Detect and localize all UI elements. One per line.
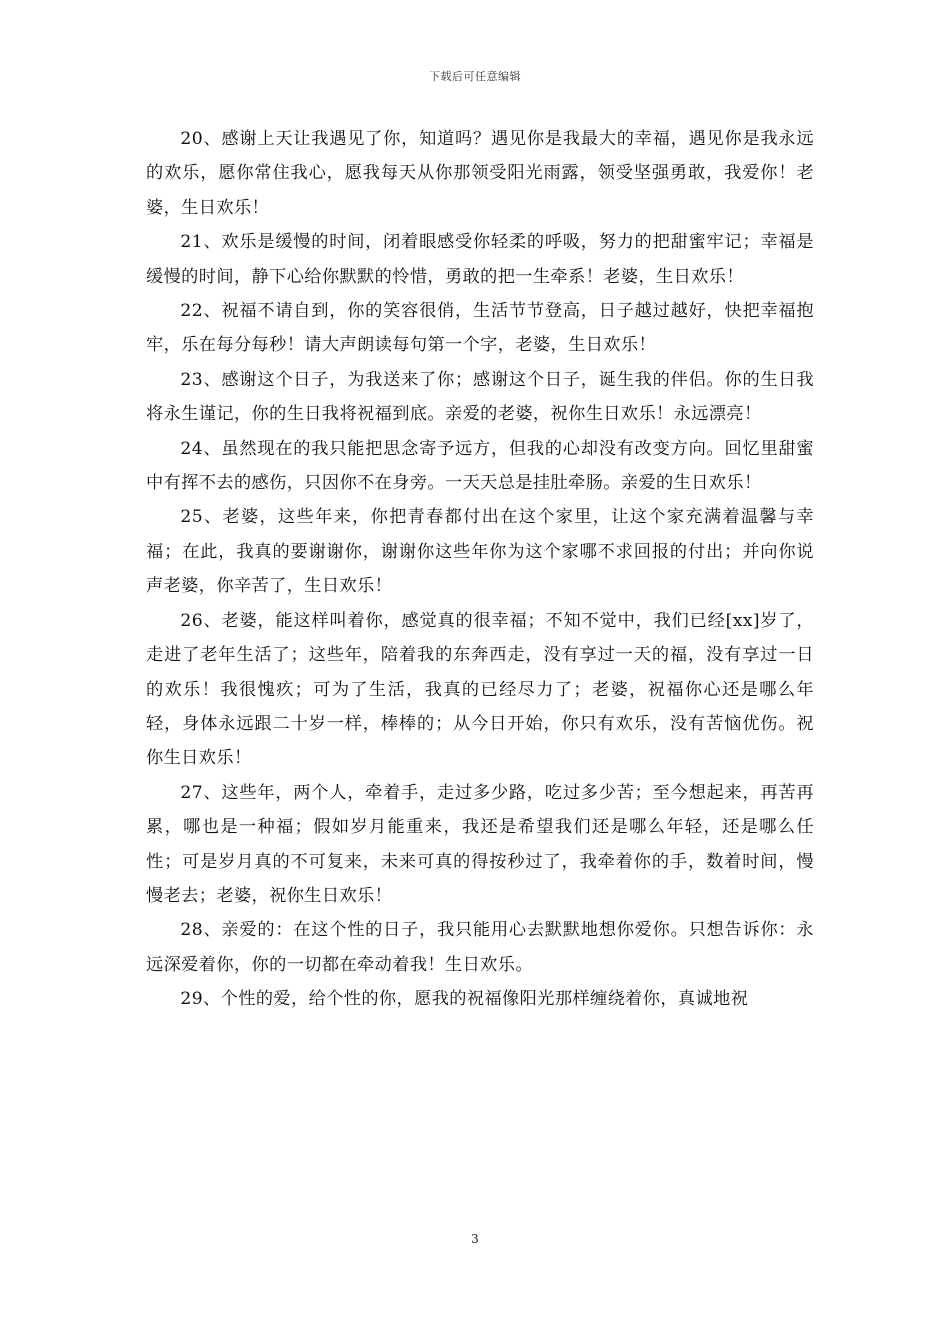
paragraph-28: 28、亲爱的：在这个性的日子，我只能用心去默默地想你爱你。只想告诉你：永远深爱着你，你的一切都在牵动着我！生日欢乐。 (146, 920, 814, 975)
paragraph-29: 29、个性的爱，给个性的你，愿我的祝福像阳光那样缠绕着你，真诚地祝 (180, 989, 749, 1010)
document-body (146, 122, 814, 1017)
paragraph-23: 23、感谢这个日子，为我送来了你；感谢这个日子，诞生我的伴侣。你的生日我将永生谨记，你的生日我将祝福到底。亲爱的老婆，祝你生日欢乐！永远漂亮！ (146, 369, 814, 425)
paragraph-24: 24、虽然现在的我只能把思念寄予远方，但我的心却没有改变方向。回忆里甜蜜中有挥不去的感伤，只因你不在身旁。一天天总是挂肚牵肠。亲爱的生日欢乐！ (146, 438, 814, 494)
paragraph-20: 20、感谢上天让我遇见了你，知道吗？遇见你是我最大的幸福，遇见你是我永远的欢乐，愿你常住我心，愿我每天从你那领受阳光雨露，领受坚强勇敢，我爱你！老婆，生日欢乐！ (146, 129, 814, 218)
page-number: 3 (471, 1232, 479, 1246)
paragraph-22: 22、祝福不请自到，你的笑容很俏，生活节节登高，日子越过越好，快把幸福抱牢，乐在每分每秒！请大声朗读每句第一个字，老婆，生日欢乐！ (146, 301, 814, 356)
paragraph-25: 25、老婆，这些年来，你把青春都付出在这个家里，让这个家充满着温馨与幸福；在此，我真的要谢谢你，谢谢你这些年你为这个家哪不求回报的付出；并向你说声老婆，你辛苦了，生日欢乐！ (146, 507, 814, 597)
paragraph-26: 26、老婆，能这样叫着你，感觉真的很幸福；不知不觉中，我们已经[xx]岁了，走进了老年生活了；这些年，陪着我的东奔西走，没有享过一天的福，没有享过一日的欢乐！我很愧疚；可为了生活，我真的已经尽力了；老婆，祝福你心还是哪么年轻，身体永远跟二十岁一样，棒棒的；从今日开始，你只有欢乐，没有苦恼优伤。祝你生日欢乐！ (146, 610, 814, 769)
page-header: 下载后可任意编辑 (429, 70, 521, 83)
paragraph-21: 21、欢乐是缓慢的时间，闭着眼感受你轻柔的呼吸，努力的把甜蜜牢记；幸福是缓慢的时间，静下心给你默默的怜惜，勇敢的把一生牵系！老婆，生日欢乐！ (146, 232, 814, 287)
paragraph-27: 27、这些年，两个人，牵着手，走过多少路，吃过多少苦；至今想起来，再苦再累，哪也是一种福；假如岁月能重来，我还是希望我们还是哪么年轻，还是哪么任性；可是岁月真的不可复来，未来可真的得按秒过了，我牵着你的手，数着时间，慢慢老去；老婆，祝你生日欢乐！ (146, 782, 814, 906)
